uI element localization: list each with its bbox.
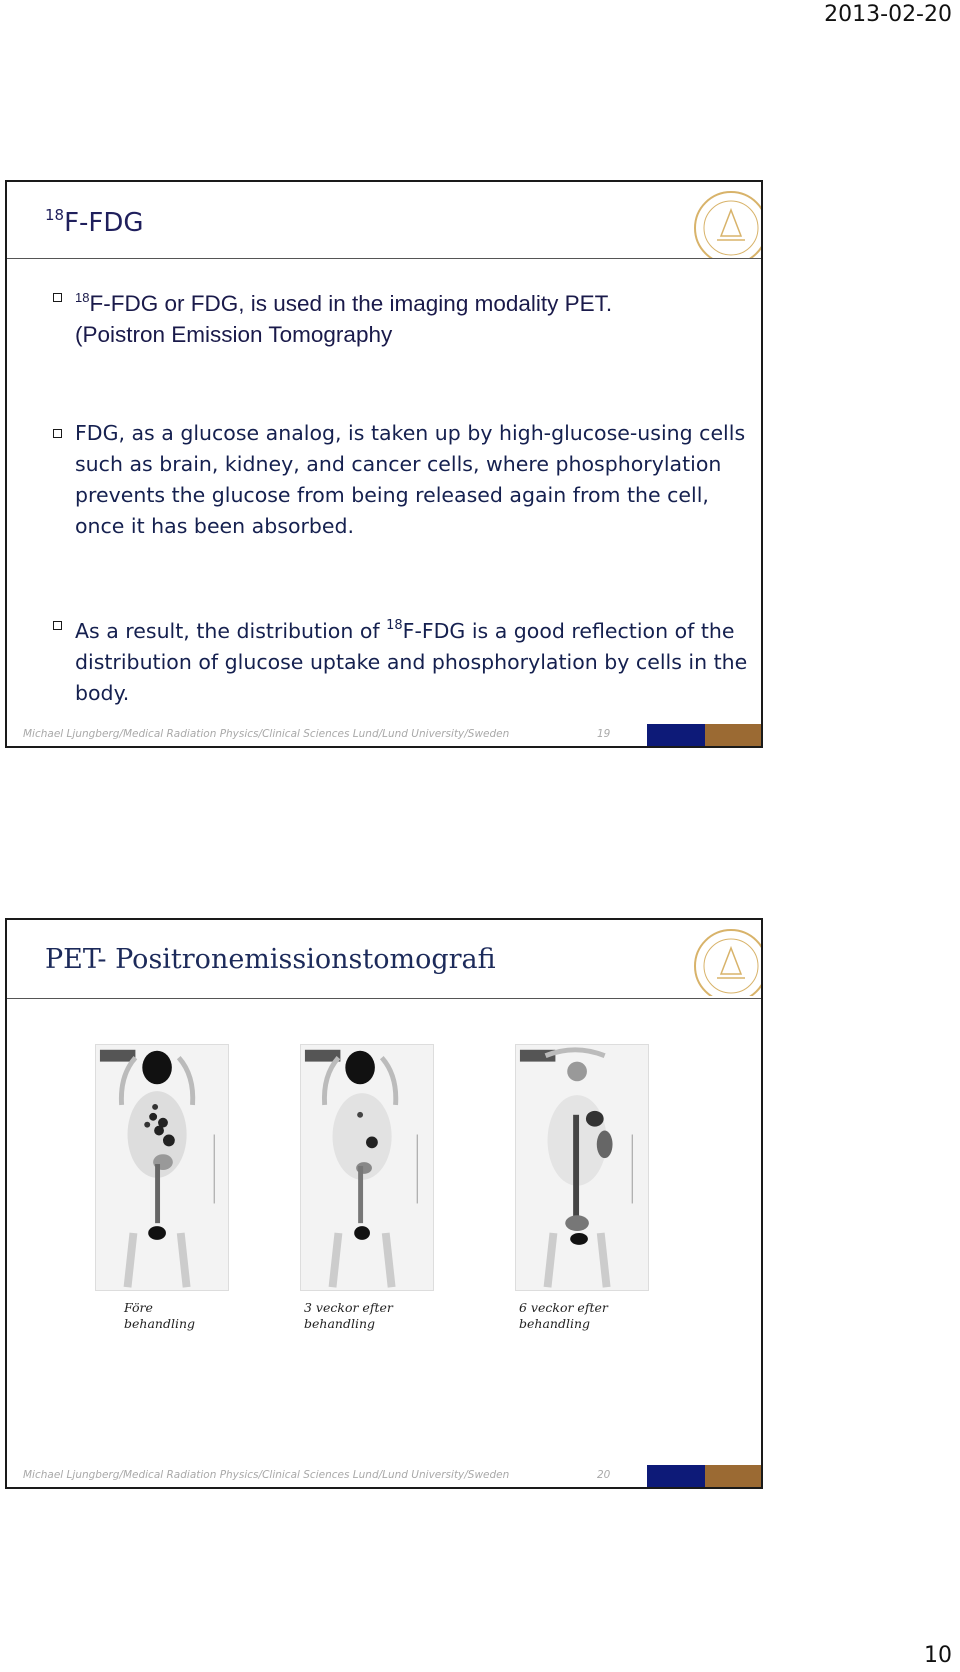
bullet-text: F-FDG is a good reflection of the distribution of glucose uptake and phosphorylation by cells in the body. bbox=[75, 619, 748, 705]
checkbox-bullet-icon bbox=[53, 429, 62, 438]
bullet-text: F-FDG or FDG, is used in the imaging modality PET. bbox=[89, 291, 613, 316]
scan-caption bbox=[124, 1300, 254, 1332]
footer-slide-number: 19 bbox=[597, 728, 611, 740]
page-number: 10 bbox=[924, 1643, 952, 1668]
bullet-item bbox=[53, 610, 753, 709]
caption-line: behandling bbox=[519, 1316, 591, 1331]
footer-blue-block bbox=[647, 724, 705, 746]
scan-caption bbox=[304, 1300, 434, 1332]
pet-scan-image-before bbox=[95, 1044, 229, 1291]
footer-gold-block bbox=[705, 724, 761, 746]
bullet-text: As a result, the distribution of bbox=[75, 619, 387, 643]
caption-line: 6 veckor efter bbox=[519, 1300, 608, 1315]
checkbox-bullet-icon bbox=[53, 293, 62, 302]
slide-footer bbox=[7, 724, 761, 746]
slide-20 bbox=[5, 918, 763, 1489]
university-seal-icon bbox=[681, 926, 761, 996]
university-seal-icon bbox=[681, 188, 761, 258]
footer-gold-block bbox=[705, 1465, 761, 1487]
slide-title bbox=[45, 206, 144, 238]
scan-caption bbox=[519, 1300, 649, 1332]
bullet-item bbox=[53, 282, 753, 350]
slide-19 bbox=[5, 180, 763, 748]
header-rule bbox=[7, 998, 761, 999]
pet-scan-image-6-weeks bbox=[515, 1044, 649, 1291]
caption-line: behandling bbox=[124, 1316, 196, 1331]
footer-blue-block bbox=[647, 1465, 705, 1487]
bullet-item bbox=[53, 418, 753, 542]
footer-author: Michael Ljungberg/Medical Radiation Physics/Clinical Sciences Lund/Lund University/Sweden bbox=[23, 1469, 510, 1481]
caption-line: Före bbox=[124, 1300, 153, 1315]
superscript: 18 bbox=[75, 290, 90, 305]
slide-footer bbox=[7, 1465, 761, 1487]
title-superscript: 18 bbox=[45, 206, 65, 224]
bullet-list bbox=[53, 282, 753, 709]
bullet-text: FDG, as a glucose analog, is taken up by high-glucose-using cells such as brain, kidney, and cancer cells, where phosphorylation prevents the glucose from being released again from the cell, once it has been absorbed. bbox=[75, 421, 746, 538]
caption-line: 3 veckor efter bbox=[304, 1300, 393, 1315]
footer-author: Michael Ljungberg/Medical Radiation Physics/Clinical Sciences Lund/Lund University/Sweden bbox=[23, 728, 510, 740]
superscript: 18 bbox=[386, 618, 403, 633]
bullet-text: (Poistron Emission Tomography bbox=[75, 322, 393, 347]
header-rule bbox=[7, 258, 761, 259]
footer-slide-number: 20 bbox=[597, 1469, 611, 1481]
checkbox-bullet-icon bbox=[53, 621, 62, 630]
slide-title: PET- Positronemissionstomografi bbox=[45, 944, 496, 975]
pet-scan-image-3-weeks bbox=[300, 1044, 434, 1291]
caption-line: behandling bbox=[304, 1316, 376, 1331]
page-date: 2013-02-20 bbox=[824, 2, 952, 27]
title-text: F-FDG bbox=[64, 208, 144, 238]
